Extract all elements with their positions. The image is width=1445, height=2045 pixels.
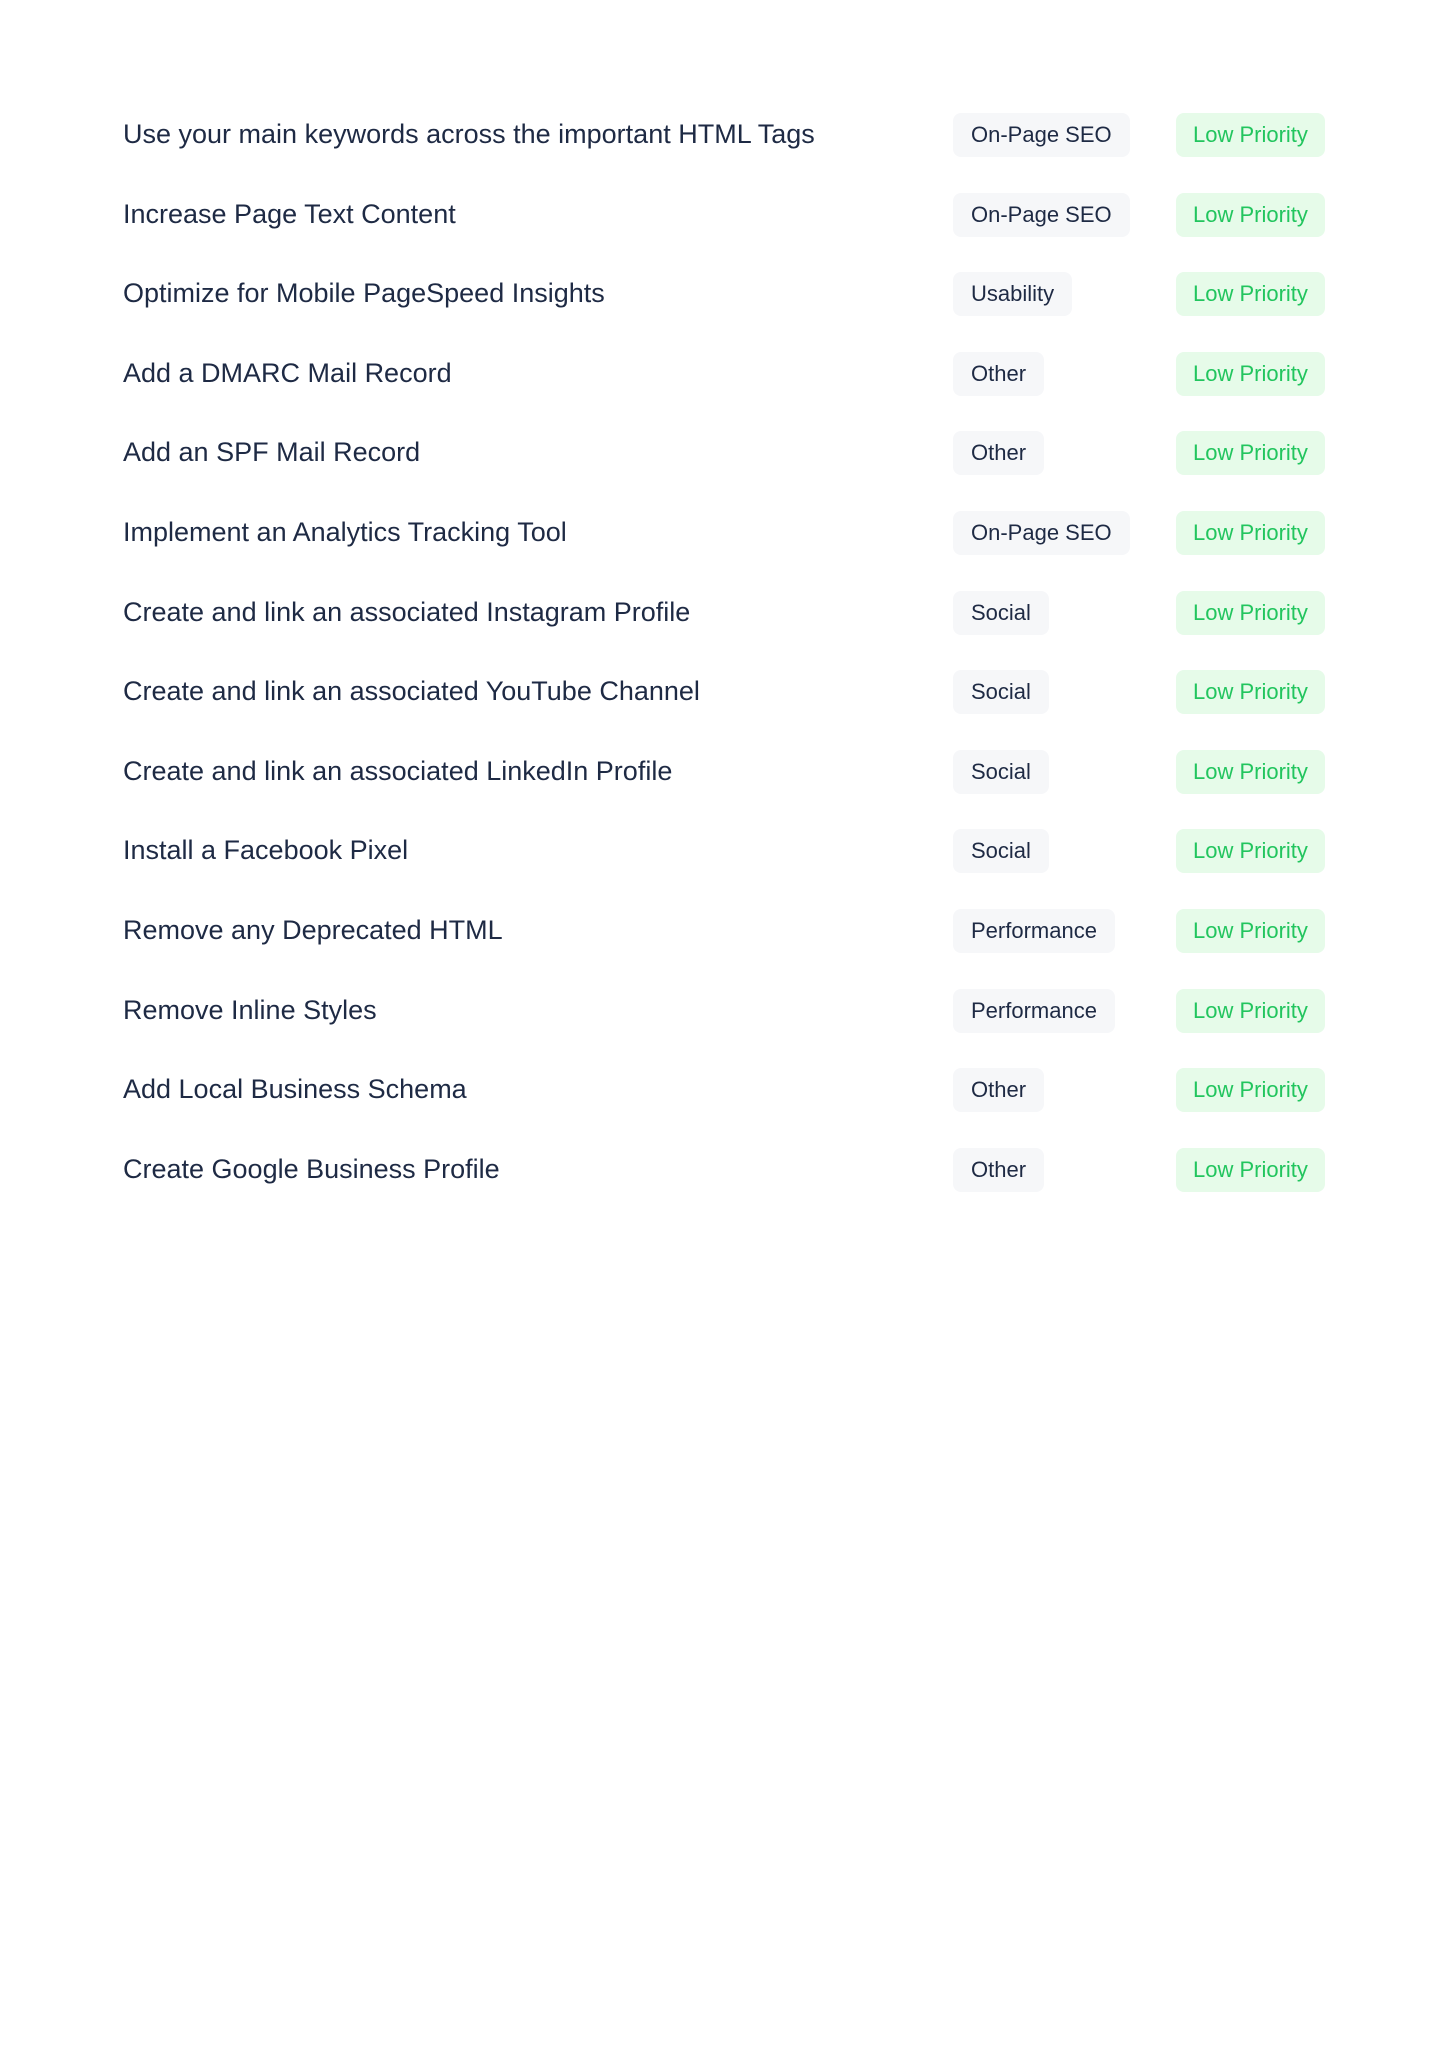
- category-badge: Other: [953, 1068, 1044, 1112]
- priority-badge: Low Priority: [1176, 113, 1325, 157]
- priority-badge: Low Priority: [1176, 670, 1325, 714]
- list-item: [123, 343, 1345, 423]
- recommendation-title: Create and link an associated LinkedIn Profile: [123, 755, 673, 786]
- list-item: [123, 422, 1345, 502]
- priority-badge: Low Priority: [1176, 909, 1325, 953]
- list-item: [123, 1139, 1345, 1219]
- list-item: [123, 104, 1345, 184]
- category-badge: Other: [953, 352, 1044, 396]
- list-item: [123, 263, 1345, 343]
- category-badge: Social: [953, 670, 1049, 714]
- category-badge: Social: [953, 591, 1049, 635]
- priority-badge: Low Priority: [1176, 352, 1325, 396]
- recommendation-title: Install a Facebook Pixel: [123, 835, 409, 866]
- recommendation-title: Add an SPF Mail Record: [123, 437, 421, 468]
- priority-badge: Low Priority: [1176, 431, 1325, 475]
- category-badge: Performance: [953, 909, 1115, 953]
- list-item: [123, 661, 1345, 741]
- recommendation-title: Implement an Analytics Tracking Tool: [123, 516, 567, 547]
- list-item: [123, 741, 1345, 821]
- category-badge: On-Page SEO: [953, 193, 1130, 237]
- list-item: [123, 980, 1345, 1060]
- recommendation-title: Use your main keywords across the important HTML Tags: [123, 119, 815, 149]
- list-item: [123, 1059, 1345, 1139]
- recommendation-title: Remove any Deprecated HTML: [123, 914, 503, 945]
- category-badge: On-Page SEO: [953, 511, 1130, 555]
- recommendation-title: Increase Page Text Content: [123, 198, 456, 229]
- recommendations-list: [123, 104, 1345, 1218]
- category-badge: Performance: [953, 989, 1115, 1033]
- category-badge: On-Page SEO: [953, 113, 1130, 157]
- list-item: [123, 820, 1345, 900]
- priority-badge: Low Priority: [1176, 591, 1325, 635]
- priority-badge: Low Priority: [1176, 272, 1325, 316]
- priority-badge: Low Priority: [1176, 1068, 1325, 1112]
- recommendation-title: Create and link an associated YouTube Channel: [123, 676, 700, 707]
- recommendation-title: Add a DMARC Mail Record: [123, 357, 452, 388]
- category-badge: Other: [953, 1148, 1044, 1192]
- priority-badge: Low Priority: [1176, 829, 1325, 873]
- recommendation-title: Add Local Business Schema: [123, 1074, 467, 1105]
- list-item: [123, 502, 1345, 582]
- category-badge: Usability: [953, 272, 1072, 316]
- priority-badge: Low Priority: [1176, 511, 1325, 555]
- priority-badge: Low Priority: [1176, 1148, 1325, 1192]
- recommendation-title: Create and link an associated Instagram Profile: [123, 596, 691, 627]
- category-badge: Social: [953, 750, 1049, 794]
- recommendation-title: Optimize for Mobile PageSpeed Insights: [123, 278, 605, 309]
- priority-badge: Low Priority: [1176, 989, 1325, 1033]
- priority-badge: Low Priority: [1176, 193, 1325, 237]
- priority-badge: Low Priority: [1176, 750, 1325, 794]
- category-badge: Social: [953, 829, 1049, 873]
- list-item: [123, 184, 1345, 264]
- list-item: [123, 582, 1345, 662]
- list-item: [123, 900, 1345, 980]
- category-badge: Other: [953, 431, 1044, 475]
- recommendation-title: Remove Inline Styles: [123, 994, 377, 1025]
- recommendation-title: Create Google Business Profile: [123, 1153, 500, 1184]
